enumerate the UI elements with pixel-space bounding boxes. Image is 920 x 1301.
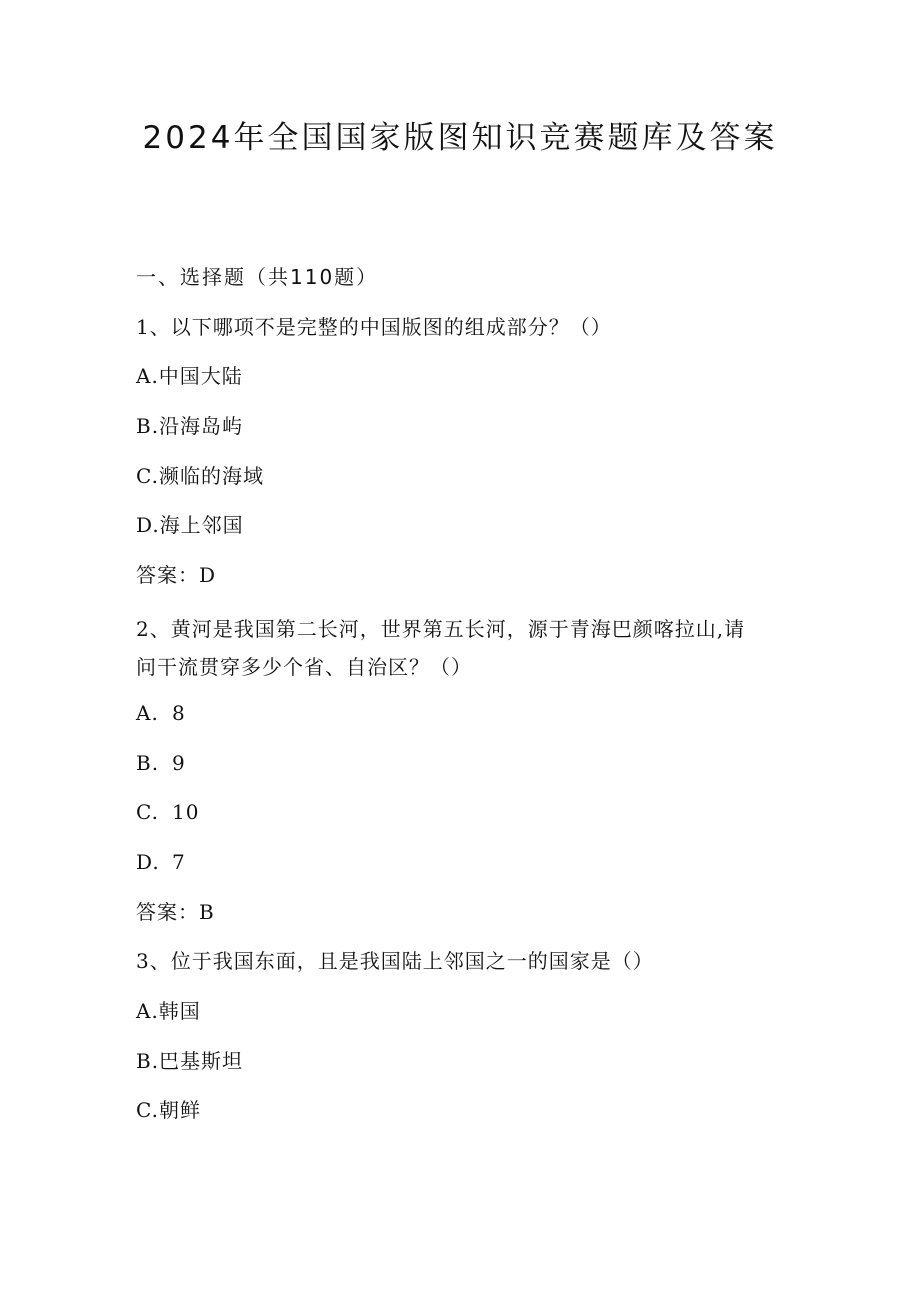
option-key: A. bbox=[136, 700, 159, 725]
option-key: C. bbox=[136, 800, 159, 825]
document-content bbox=[136, 262, 786, 1145]
option-value: 7 bbox=[172, 849, 186, 874]
question-2-option-b bbox=[136, 748, 786, 778]
question-3-option-b: B.巴基斯坦 bbox=[136, 1048, 244, 1073]
question-1-option-b: B.沿海岛屿 bbox=[136, 414, 244, 439]
question-2-text-line-1: 2、黄河是我国第二长河，世界第五长河，源于青海巴颜喀拉山,请 bbox=[136, 616, 746, 641]
question-1-option-a: A.中国大陆 bbox=[136, 364, 243, 389]
option-value: 9 bbox=[172, 750, 186, 775]
option-value: 8 bbox=[172, 700, 186, 725]
question-1-option-c: C.濒临的海域 bbox=[136, 463, 264, 488]
document-title: 2024年全国国家版图知识竞赛题库及答案 bbox=[142, 120, 778, 156]
question-3-option-c: C.朝鲜 bbox=[136, 1098, 201, 1123]
question-2-text-line-2: 问干流贯穿多少个省、自治区？（） bbox=[136, 654, 472, 679]
question-2-option-c bbox=[136, 797, 786, 827]
question-2-answer: 答案：B bbox=[136, 899, 215, 924]
option-value: 10 bbox=[172, 800, 200, 825]
question-2-option-d bbox=[136, 847, 786, 877]
question-1-answer: 答案：D bbox=[136, 563, 217, 588]
option-key: D. bbox=[136, 849, 160, 874]
question-3-option-a: A.韩国 bbox=[136, 998, 201, 1023]
option-key: B. bbox=[136, 750, 160, 775]
question-3-text: 3、位于我国东面，且是我国陆上邻国之一的国家是（） bbox=[136, 949, 654, 974]
question-2-text bbox=[136, 610, 786, 686]
section-heading: 一、选择题（共110题） bbox=[136, 265, 379, 289]
question-1-option-d: D.海上邻国 bbox=[136, 513, 244, 538]
question-2-option-a bbox=[136, 698, 786, 728]
question-1-text: 1、以下哪项不是完整的中国版图的组成部分？（） bbox=[136, 314, 612, 339]
